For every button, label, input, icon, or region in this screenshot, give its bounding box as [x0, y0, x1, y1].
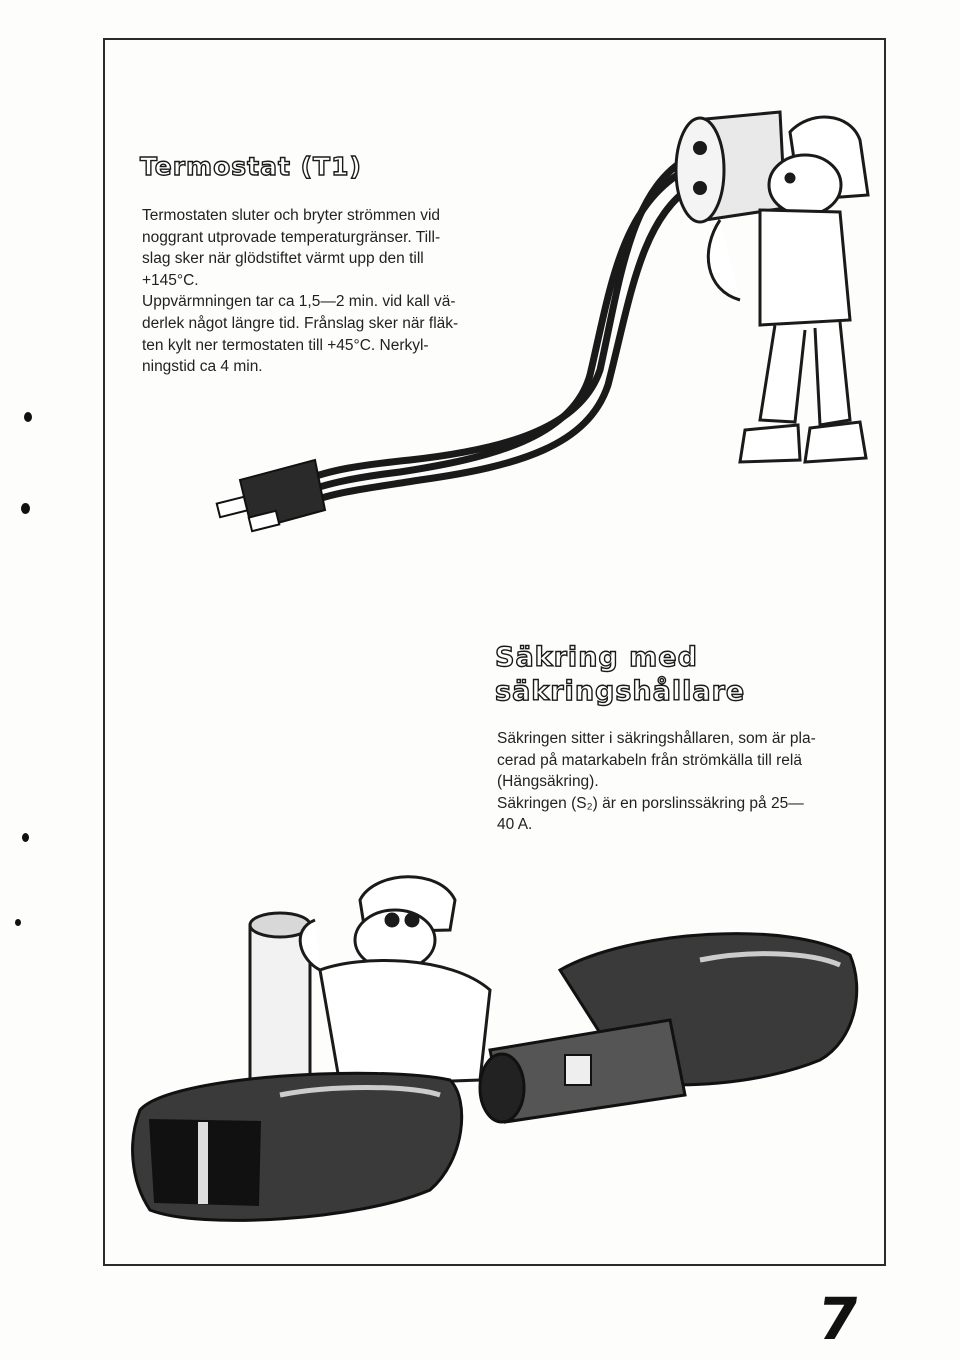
text-line: +145°C. — [142, 271, 199, 289]
fuse-holder-icon — [133, 1073, 462, 1220]
text-line: ningstid ca 4 min. — [142, 358, 263, 376]
text-line: Säkringen (S₂) är en porslinssäkring på 25— — [497, 794, 804, 812]
scan-speck — [21, 503, 30, 514]
text-line: cerad på matarkabeln från strömkälla till relä — [497, 751, 802, 769]
fuse-holder-open-icon — [480, 934, 857, 1122]
fuse-heading-line1: Säkring med — [495, 642, 698, 673]
scan-speck — [15, 919, 21, 926]
text-line: ten kylt ner termostaten till +45°C. Nerkyl- — [142, 336, 429, 354]
scan-speck — [22, 833, 29, 842]
scan-speck — [24, 412, 32, 422]
page-number: 7 — [813, 1285, 864, 1353]
thermostat-illustration — [200, 100, 880, 550]
thermostat-heading: Termostat (T1) — [140, 152, 362, 181]
plug-icon — [217, 460, 325, 531]
text-line: Termostaten sluter och bryter strömmen vid — [142, 207, 441, 224]
fuse-heading-line2: säkringshållare — [495, 676, 746, 707]
text-line: (Hängsäkring). — [497, 773, 599, 791]
text-line: derlek något längre tid. Frånslag sker när fläk- — [142, 314, 459, 332]
text-line: Säkringen sitter i säkringshållaren, som är pla- — [497, 730, 816, 747]
fuse-description — [497, 728, 867, 836]
text-line: Uppvärmningen tar ca 1,5—2 min. vid kall vä- — [142, 293, 456, 311]
text-line: noggrant utprovade temperaturgränser. Till- — [142, 228, 441, 246]
text-line: 40 A. — [497, 816, 533, 834]
thermostat-canister-icon — [676, 112, 785, 222]
cartoon-man-icon — [300, 877, 490, 1085]
text-line: slag sker när glödstiftet värmt upp den till — [142, 250, 424, 268]
fuse-illustration — [110, 860, 870, 1260]
